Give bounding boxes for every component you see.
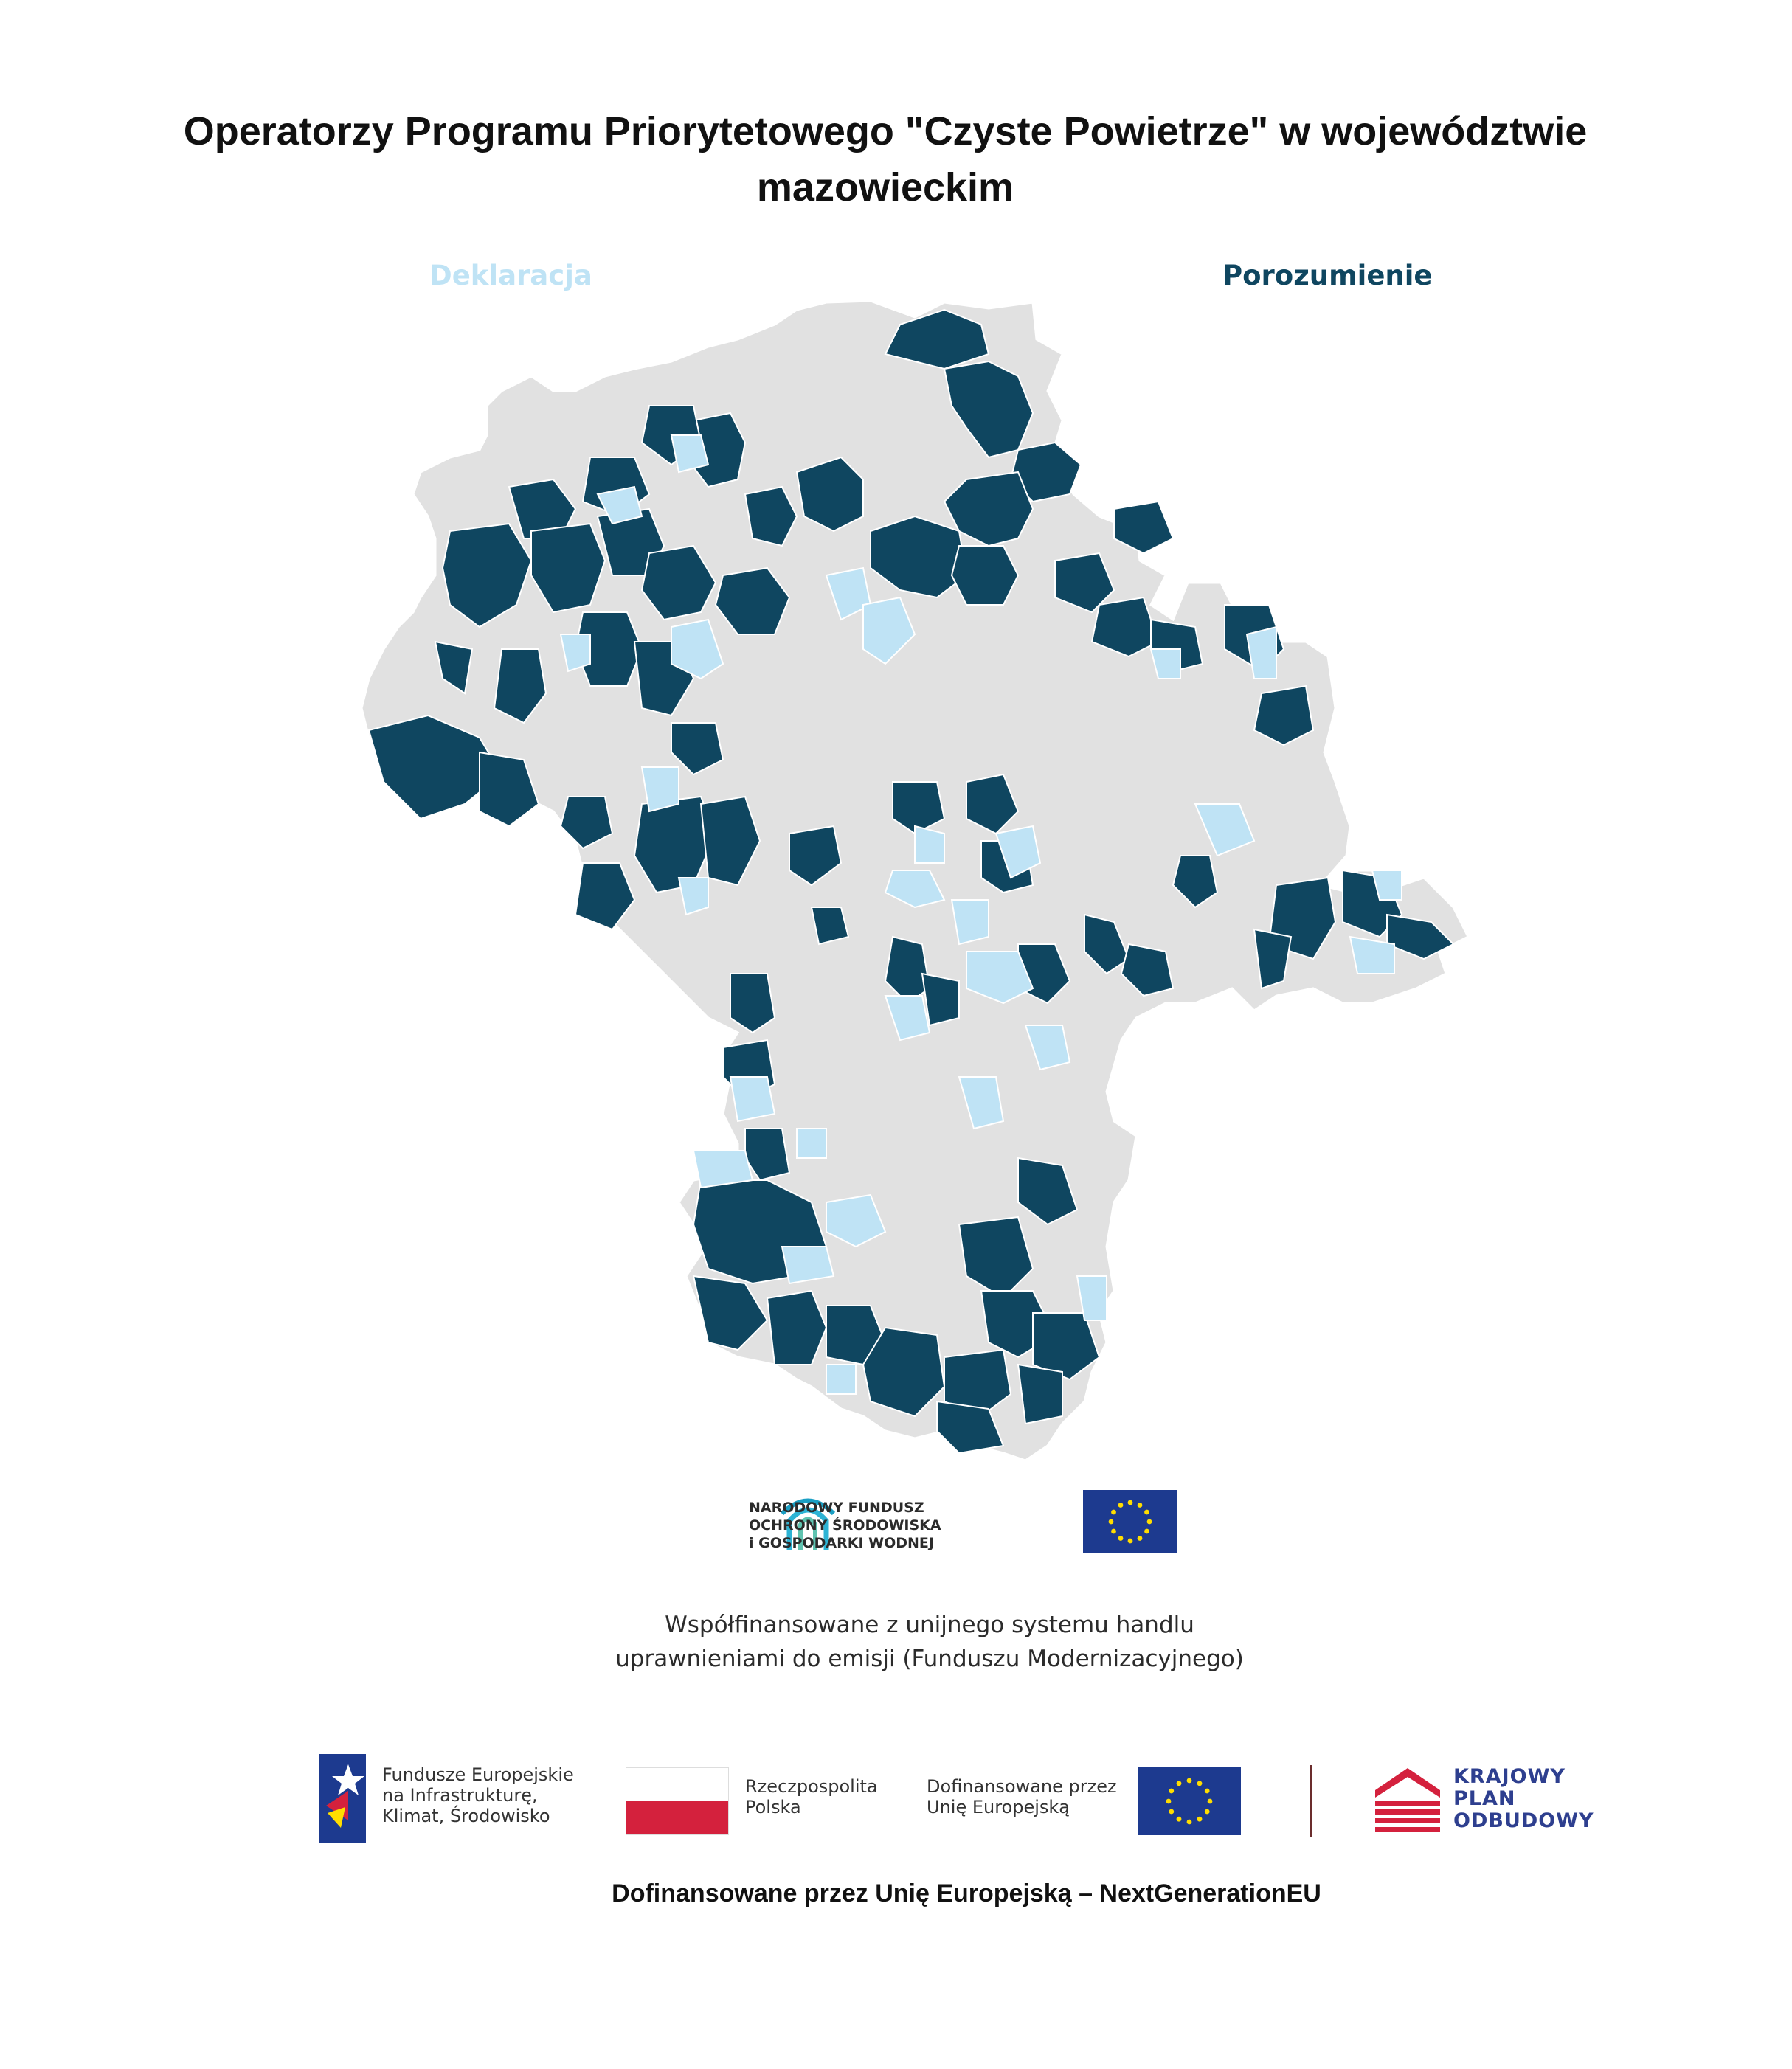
region [952, 900, 989, 944]
kpo-line-3: ODBUDOWY [1453, 1809, 1594, 1832]
eu-star [1177, 1817, 1182, 1822]
funds-line-1: Fundusze Europejskie [382, 1764, 574, 1785]
title-line-1: Operatorzy Programu Priorytetowego "Czyste Powietrze" w województwie [183, 109, 1588, 153]
eu-star [1111, 1510, 1116, 1515]
eu-star [1187, 1778, 1192, 1784]
eu-cofund-line-1: Dofinansowane przez [927, 1776, 1117, 1797]
eu-star [1118, 1536, 1124, 1541]
region [826, 1365, 856, 1394]
region [915, 826, 944, 863]
nfosigw-line-3: i GOSPODARKI WODNEJ [749, 1535, 934, 1551]
footer-note: Dofinansowane przez Unię Europejską – NextGenerationEU [612, 1879, 1321, 1907]
eu-star [1147, 1519, 1152, 1525]
eu-star [1197, 1781, 1203, 1786]
eu-star [1208, 1799, 1213, 1804]
eu-flag-icon [1138, 1767, 1241, 1835]
kpo-line-1: KRAJOWY [1453, 1765, 1566, 1788]
region [797, 1129, 826, 1158]
eu-star [1169, 1789, 1174, 1794]
eu-star [1111, 1529, 1116, 1534]
eu-star [1128, 1500, 1133, 1505]
legend-declaration: Deklaracja [429, 260, 592, 291]
nfosigw-line-2: OCHRONY ŚRODOWISKA [749, 1517, 941, 1533]
eu-star [1205, 1809, 1210, 1815]
eu-star [1109, 1519, 1114, 1525]
poland-name [745, 1776, 878, 1817]
region [922, 974, 959, 1025]
eu-cofund-name [927, 1776, 1117, 1817]
eu-star [1138, 1503, 1143, 1508]
region [693, 1151, 753, 1188]
region [952, 546, 1018, 605]
eu-star [1144, 1529, 1149, 1534]
eu-star [1205, 1789, 1210, 1794]
nfosigw-line-1: NARODOWY FUNDUSZ [749, 1500, 924, 1516]
cofinancing-note [516, 1608, 1343, 1676]
eu-star [1169, 1809, 1174, 1815]
eu-star [1138, 1536, 1143, 1541]
poland-line-2: Polska [745, 1797, 801, 1817]
region [642, 767, 679, 811]
region [671, 435, 708, 472]
title-line-2: mazowieckim [756, 165, 1014, 209]
kpo-logo [1375, 1768, 1440, 1834]
logo-divider [1310, 1765, 1312, 1837]
eu-star [1177, 1781, 1182, 1786]
eu-star [1197, 1817, 1203, 1822]
page-title [111, 103, 1660, 215]
eu-cofund-line-2: Unię Europejską [927, 1797, 1070, 1817]
region [1018, 1365, 1062, 1424]
mazowieckie-map [354, 295, 1505, 1475]
legend-agreement: Porozumienie [1222, 260, 1433, 291]
eu-flag-icon [1083, 1490, 1177, 1553]
region [812, 907, 848, 944]
cofinancing-line-2: uprawnieniami do emisji (Funduszu Modernizacyjnego) [615, 1646, 1244, 1672]
kpo-line-2: PLAN [1453, 1787, 1516, 1810]
eu-star [1128, 1539, 1133, 1544]
region [782, 1247, 834, 1283]
poland-flag-icon [626, 1767, 729, 1835]
funds-line-3: Klimat, Środowisko [382, 1806, 550, 1826]
region [730, 1077, 775, 1121]
nfosigw-name [749, 1499, 963, 1552]
poland-line-1: Rzeczpospolita [745, 1776, 878, 1797]
eu-star [1118, 1503, 1124, 1508]
kpo-name [1453, 1766, 1594, 1832]
cofinancing-line-1: Współfinansowane z unijnego systemu handlu [665, 1612, 1194, 1638]
funds-line-2: na Infrastrukturę, [382, 1785, 538, 1806]
eu-star [1187, 1820, 1192, 1825]
funds-name [382, 1764, 574, 1826]
eu-star [1166, 1799, 1172, 1804]
fundusze-europejskie-logo [319, 1754, 366, 1843]
region [1350, 937, 1394, 974]
eu-star [1144, 1510, 1149, 1515]
